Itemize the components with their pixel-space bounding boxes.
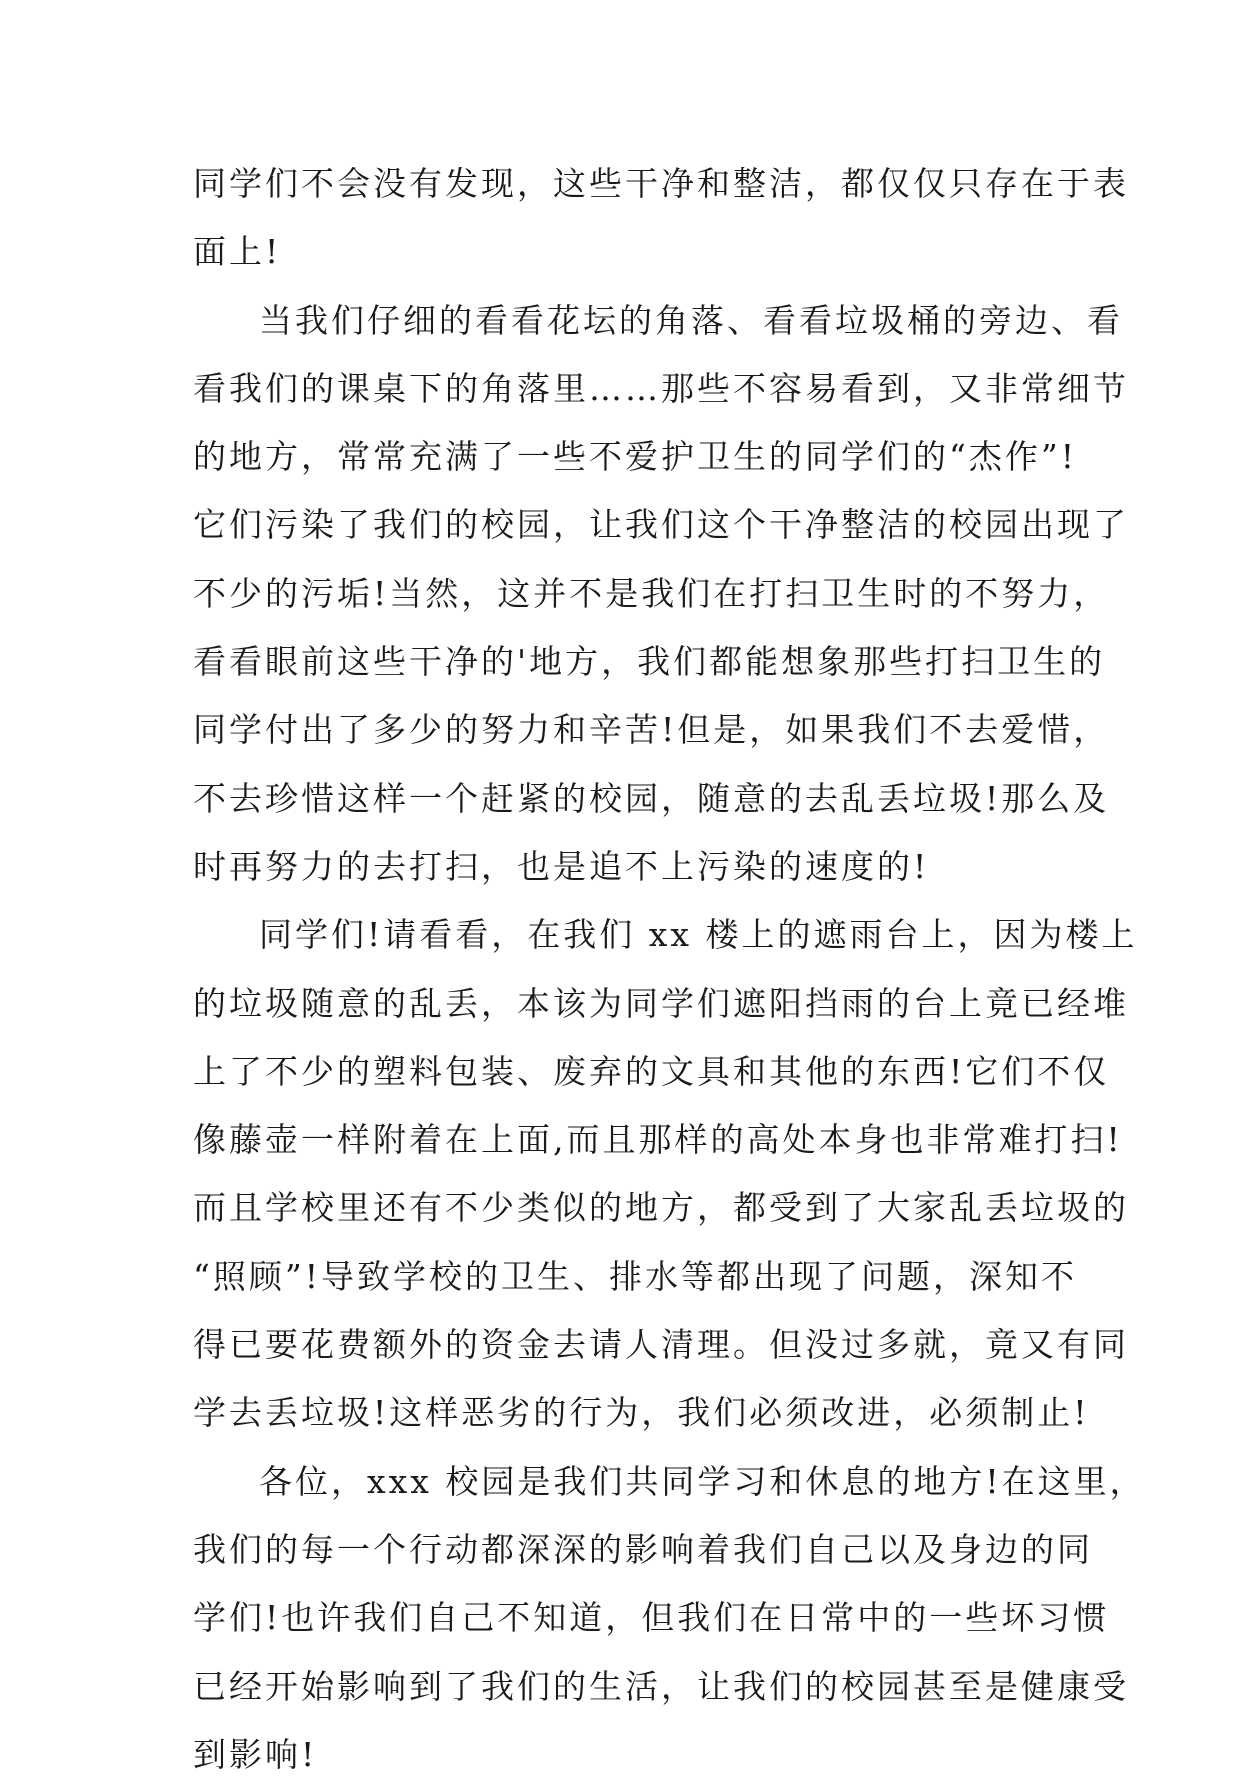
text-line: 不去珍惜这样一个赶紧的校园，随意的去乱丢垃圾!那么及 [193,778,1110,818]
text-line: 面上! [193,232,282,272]
text-line: 它们污染了我们的校园，让我们这个干净整洁的校园出现了 [193,505,1129,545]
text-line: 已经开始影响到了我们的生活，让我们的校园甚至是健康受 [193,1666,1129,1706]
text-line: 不少的污垢!当然，这并不是我们在打扫卫生时的不努力， [193,573,1110,613]
text-line: 看我们的课桌下的角落里……那些不容易看到，又非常细节 [193,368,1129,408]
text-line: 得已要花费额外的资金去请人清理。但没过多就，竟又有同 [193,1325,1129,1365]
body-text [193,150,1146,1789]
text-line: 我们的每一个行动都深深的影响着我们自己以及身边的同 [193,1529,1093,1569]
text-line: 看看眼前这些干净的'地方，我们都能想象那些打扫卫生的 [193,642,1106,682]
text-line: 上了不少的塑料包装、废弃的文具和其他的东西!它们不仅 [193,1051,1110,1091]
text-line: “照顾”!导致学校的卫生、排水等都出现了问题，深知不 [193,1256,1078,1296]
text-line: 的地方，常常充满了一些不爱护卫生的同学们的“杰作”! [193,437,1078,477]
text-line: 同学们不会没有发现，这些干净和整洁，都仅仅只存在于表 [193,164,1129,203]
text-line: 而且学校里还有不少类似的地方，都受到了大家乱丢垃圾的 [193,1188,1129,1228]
text-line: 到影响! [193,1734,318,1774]
text-line: 学们!也许我们自己不知道，但我们在日常中的一些坏习惯 [193,1598,1110,1638]
text-line: 同学付出了多少的努力和辛苦!但是，如果我们不去爱惜， [193,710,1110,750]
text-line: 时再努力的去打扫，也是追不上污染的速度的! [193,846,930,886]
text-line: 像藤壶一样附着在上面,而且那样的高处本身也非常难打扫! [193,1120,1123,1160]
text-line: 学去丢垃圾!这样恶劣的行为，我们必须改进，必须制止! [193,1393,1090,1433]
paragraph-start-line: 同学们!请看看，在我们 xx 楼上的遮雨台上，因为楼上 [259,915,1138,955]
paragraph-start-line: 当我们仔细的看看花坛的角落、看看垃圾桶的旁边、看 [259,300,1123,340]
text-line: 的垃圾随意的乱丢，本该为同学们遮阳挡雨的台上竟已经堆 [193,983,1129,1023]
paragraph-start-line: 各位，xxx 校园是我们共同学习和休息的地方!在这里， [259,1461,1146,1501]
